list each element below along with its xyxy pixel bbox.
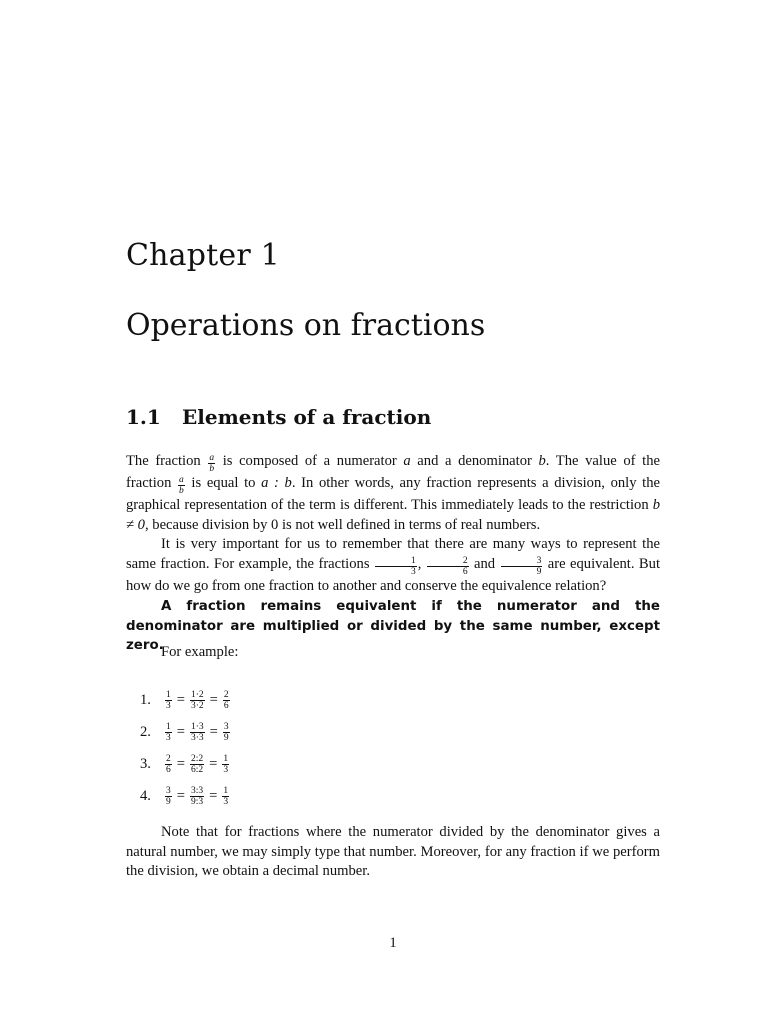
text-span: and [469,555,500,572]
math-variable: b [538,453,546,469]
text-span: is composed of a numerator [216,453,404,469]
fraction-denominator: 6 [223,700,229,711]
fraction [165,722,172,743]
fraction-denominator: 9:3 [190,796,204,807]
document-page [126,0,660,1024]
equals-sign: = [209,723,218,740]
fraction-numerator: 1 [223,785,229,796]
fraction-denominator: 3 [410,566,416,577]
equals-sign: = [176,787,185,804]
text-span: and a denominator [410,453,539,469]
example-item [140,684,231,716]
fraction-numerator: 3 [501,556,543,567]
fraction-denominator: 3·2 [190,700,204,711]
fraction-denominator: 9 [536,566,542,577]
text-span: . The value of the fraction [126,453,660,491]
text-span: , [417,555,426,572]
math-variable: a [403,453,411,469]
fraction [190,722,205,743]
rule-statement: A fraction remains equivalent if the numerator and the denominator are multiplied or divided by the same number, except zero. [126,599,660,653]
text-span: is equal to [185,475,262,491]
fraction [223,690,230,711]
equals-sign: = [176,755,185,772]
section-number: 1.1 [126,405,161,429]
equals-sign: = [209,691,218,708]
fraction-numerator: a [179,475,184,485]
math-expression: a : b [261,475,292,491]
chapter-label: Chapter 1 [126,238,280,273]
fraction [190,754,204,775]
fraction-denominator: 3 [166,700,171,711]
example-item [140,748,231,780]
fraction-denominator: 3 [223,796,229,807]
fraction-numerator: 3 [223,721,229,732]
paragraph-note: Note that for fractions where the numerator divided by the denominator gives a natural number, we may simply type that number. Moreover, for any fraction if we perform the division, we obtain a decimal number. [126,824,660,879]
math-expression: b ≠ 0 [126,497,660,533]
equals-sign: = [209,787,218,804]
list-number: 4. [140,787,151,804]
fraction-numerator: 3 [166,785,171,796]
chapter-title: Operations on fractions [126,308,486,343]
fraction-2-6 [427,556,469,577]
list-number: 3. [140,755,151,772]
fraction-denominator: b [179,486,184,496]
fraction-numerator: 2 [223,689,229,700]
fraction-numerator: 3:3 [190,785,204,796]
list-number: 1. [140,691,151,708]
fraction [222,754,229,775]
equals-sign: = [176,723,185,740]
equals-sign: = [176,691,185,708]
fraction-numerator: 2 [427,556,469,567]
example-item [140,716,231,748]
fraction-denominator: 6:2 [190,764,204,775]
example-intro: For example: [161,644,239,660]
fraction [165,786,172,807]
fraction-numerator: 1 [166,689,171,700]
fraction-a-over-b [178,475,185,496]
text-span: The fraction [126,453,208,469]
fraction-denominator: 6 [462,566,468,577]
example-item [140,780,231,812]
section-title: Elements of a fraction [182,405,432,429]
page-number: 1 [389,935,397,951]
fraction [222,786,229,807]
fraction-denominator: 6 [166,764,171,775]
fraction-numerator: 1 [375,556,417,567]
fraction-a-over-b [208,453,215,474]
fraction-numerator: 1·2 [190,689,204,700]
section-heading [126,405,431,429]
fraction-denominator: 3 [166,732,171,743]
fraction [190,690,205,711]
fraction-numerator: 2 [166,753,171,764]
text-span: , because division by 0 is not well defined in terms of real numbers. [144,516,541,533]
text-span: . In other words, any fraction represents a division, only the graphical representation of the term is different. This immediately leads to the restriction [126,475,660,513]
fraction-numerator: 1·3 [190,721,204,732]
fraction-denominator: 3·3 [190,732,204,743]
paragraph-equivalent-fractions [126,535,660,596]
fraction-1-3 [375,556,417,577]
fraction [165,754,172,775]
text-span: are equivalent. But how do we go from one fraction to another and conserve the equivalence relation? [126,555,661,594]
fraction-numerator: 1 [223,753,229,764]
paragraph-fraction-definition [126,452,660,535]
example-list [140,684,231,812]
fraction-3-9 [501,556,543,577]
equals-sign: = [209,755,218,772]
text-span: It is very important for us to remember that there are many ways to represent the same fraction. For example, the fractions [126,536,660,572]
fraction-denominator: 3 [223,764,229,775]
fraction-denominator: b [209,464,215,474]
fraction-denominator: 9 [223,732,229,743]
fraction-numerator: 1 [166,721,171,732]
fraction [165,690,172,711]
list-number: 2. [140,723,151,740]
fraction-numerator: 2:2 [190,753,204,764]
fraction [223,722,230,743]
fraction-denominator: 9 [166,796,171,807]
fraction-numerator: a [209,453,215,463]
fraction [190,786,204,807]
